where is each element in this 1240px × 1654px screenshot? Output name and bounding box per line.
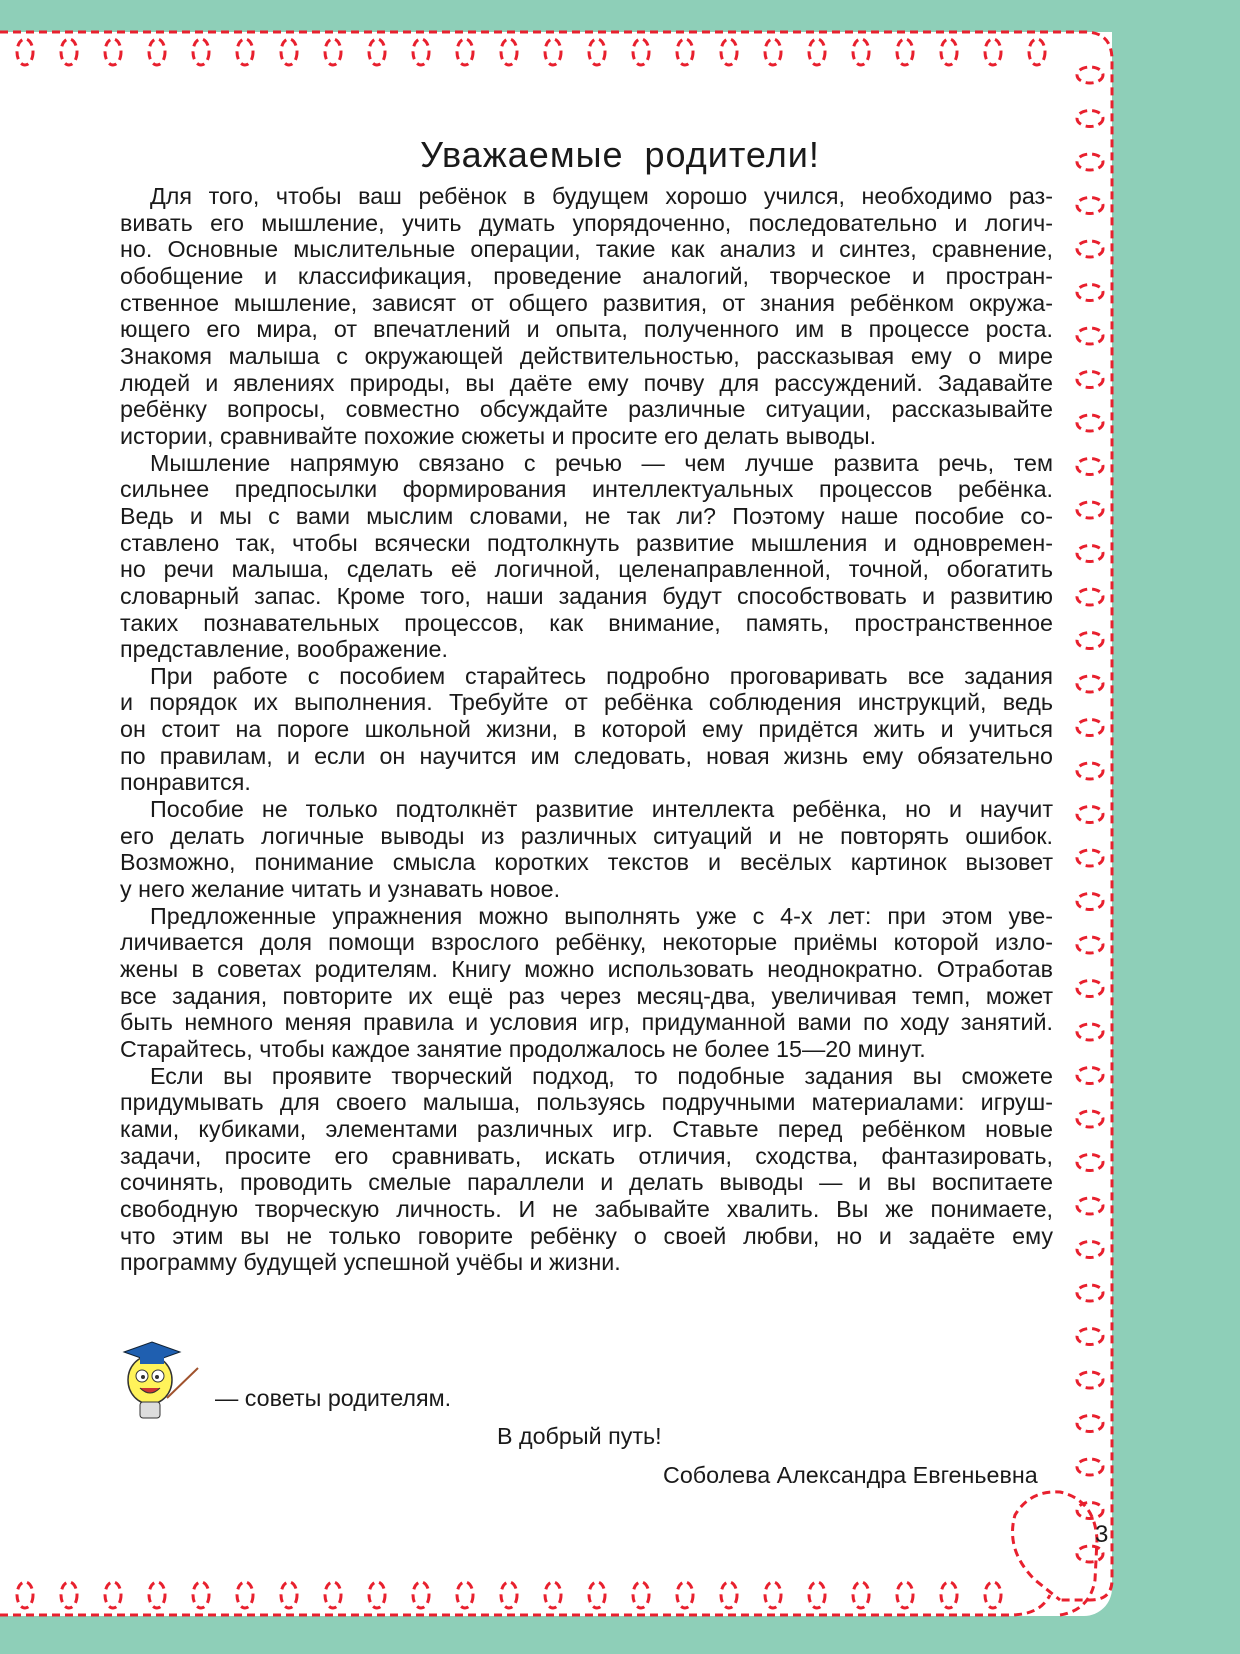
page-number: 3 [1095, 1521, 1109, 1548]
paragraph-line: и порядок их выполнения. Требуйте от ребёнка соблюдения инструкций, ведь [120, 689, 1053, 716]
paragraph-line: быть немного меняя правила и условия игр, придуманной вами по ходу занятий. [120, 1009, 1053, 1036]
paragraph-line: ками, кубиками, элементами различных игр. Ставьте перед ребёнком новые [120, 1115, 1053, 1142]
paragraph-line: словарный запас. Кроме того, наши задания будут способствовать и развитию [120, 582, 1053, 609]
paragraph-line: сочинять, проводить смелые параллели и делать выводы — и вы воспитаете [120, 1169, 1053, 1196]
paragraph-line: сильнее предпосылки формирования интеллектуальных процессов ребёнка. [120, 476, 1053, 503]
paragraph-line: но речи малыша, сделать её логичной, целенаправленной, точной, обогатить [120, 556, 1053, 583]
paragraph-line: При работе с пособием старайтесь подробно проговаривать все задания [150, 662, 1053, 689]
paragraph-line: что этим вы не только говорите ребёнку о своей любви, но и задаёте ему [120, 1222, 1053, 1249]
lightbulb-teacher-icon [112, 1340, 202, 1430]
paragraph-line: Возможно, понимание смысла коротких текстов и весёлых картинок вызовет [120, 849, 1053, 876]
paragraph-line: вивать его мышление, учить думать упорядоченно, последовательно и логич- [120, 209, 1053, 236]
paragraph-line: истории, сравнивайте похожие сюжеты и просите его делать выводы. [120, 422, 877, 449]
paragraph-line: жены в советах родителям. Книгу можно использовать неоднократно. Отработав [120, 956, 1053, 983]
paragraph-line: людей и явлениях природы, вы даёте ему почву для рассуждений. Задавайте [120, 369, 1053, 396]
paragraph-line: представление, воображение. [120, 636, 448, 663]
paragraph-line: придумывать для своего малыша, пользуясь подручными материалами: игруш- [120, 1089, 1053, 1116]
paragraph-line: его делать логичные выводы из различных ситуаций и не повторять ошибок. [120, 822, 1053, 849]
paragraph-line: Мышление напрямую связано с речью — чем лучше развита речь, тем [150, 449, 1053, 476]
paragraph-line: Старайтесь, чтобы каждое занятие продолжалось не более 15—20 минут. [120, 1036, 926, 1062]
paragraph-line: Если вы проявите творческий подход, то подобные задания вы сможете [150, 1062, 1053, 1089]
paragraph-line: свободную творческую личность. И не забывайте хвалить. Вы же понимаете, [120, 1195, 1053, 1222]
paragraph-line: по правилам, и если он научится им следовать, новая жизнь ему обязательно [120, 742, 1053, 769]
farewell-text: В добрый путь! [497, 1423, 662, 1449]
paragraph-line: Для того, чтобы ваш ребёнок в будущем хорошо учился, необходимо раз- [150, 183, 1053, 209]
paragraph-line: программу будущей успешной учёбы и жизни. [120, 1249, 621, 1276]
paragraph-line: Знакомя малыша с окружающей действительностью, рассказывая ему о мире [120, 342, 1053, 369]
paragraph-line: ющего его мира, от впечатлений и опыта, полученного им в процессе роста. [120, 316, 1053, 343]
paragraph-line: но. Основные мыслительные операции, такие как анализ и синтез, сравнение, [120, 236, 1053, 263]
paragraph-line: обобщение и классификация, проведение аналогий, творческое и простран- [120, 262, 1053, 289]
paragraph-line: ребёнку вопросы, совместно обсуждайте различные ситуации, рассказывайте [120, 396, 1053, 423]
paragraph-line: все задания, повторите их ещё раз через месяц-два, увеличивая темп, может [120, 982, 1053, 1009]
paragraph-line: он стоит на пороге школьной жизни, в которой ему придётся жить и учиться [120, 716, 1053, 743]
paragraph-line: задачи, просите его сравнивать, искать отличия, сходства, фантазировать, [120, 1142, 1053, 1169]
paragraph-line: Предложенные упражнения можно выполнять уже с 4-х лет: при этом уве- [150, 902, 1053, 929]
paragraph-line: личивается доля помощи взрослого ребёнку, некоторые приёмы которой изло- [120, 929, 1053, 956]
paragraph-line: у него желание читать и узнавать новое. [120, 876, 561, 903]
tips-legend-label: — советы родителям. [215, 1385, 452, 1411]
paragraph-line: ставлено так, чтобы всячески подтолкнуть развитие мышления и одновремен- [120, 529, 1053, 556]
paragraph-line: Ведь и мы с вами мыслим словами, не так ли? Поэтому наше пособие со- [120, 502, 1053, 529]
page-title: Уважаемые родители! [420, 134, 820, 175]
body-text [120, 183, 1053, 1276]
paragraph-line: ственное мышление, зависят от общего развития, от знания ребёнком окружа- [120, 289, 1053, 316]
paragraph-line: таких познавательных процессов, как внимание, память, пространственное [120, 609, 1053, 636]
paragraph-line: Пособие не только подтолкнёт развитие интеллекта ребёнка, но и научит [150, 796, 1053, 823]
author-name: Соболева Александра Евгеньевна [663, 1462, 1038, 1488]
paragraph-line: понравится. [120, 769, 251, 796]
